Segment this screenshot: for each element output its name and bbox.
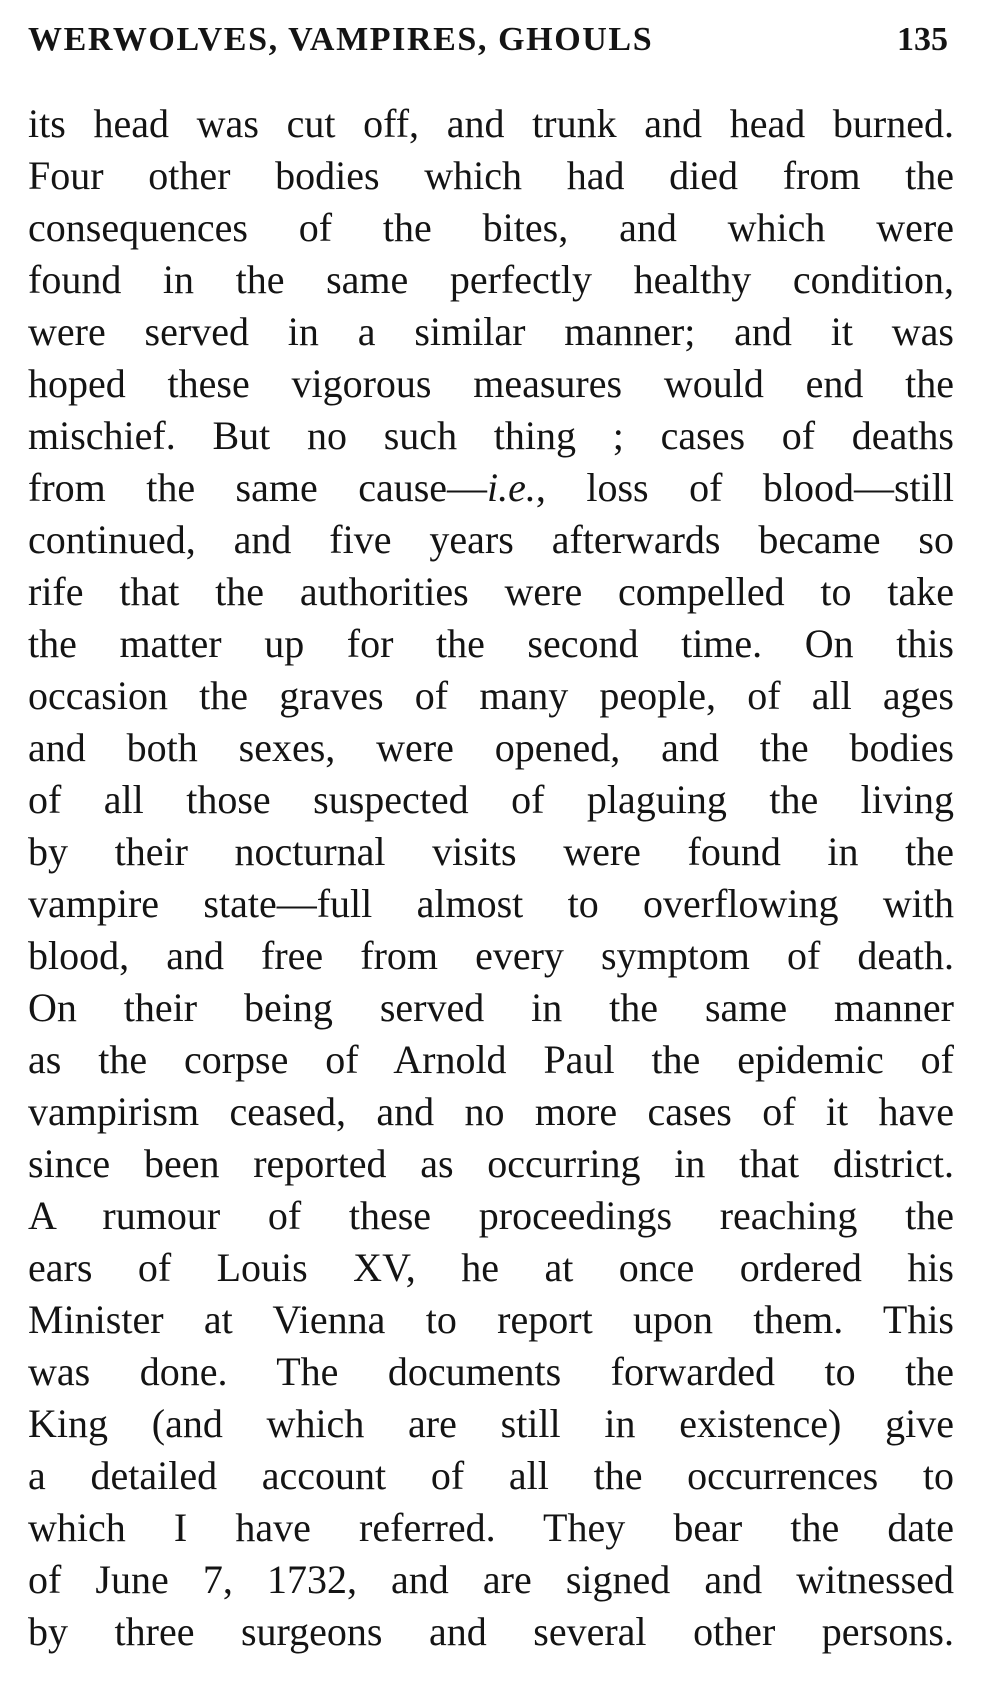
text-line: of all those suspected of plaguing the living: [28, 777, 954, 822]
text-line: Four other bodies which had died from the: [28, 153, 954, 198]
text-line: On their being served in the same manner: [28, 985, 954, 1030]
text-line: its head was cut off, and trunk and head burned.: [28, 101, 954, 146]
text-line: a detailed account of all the occurrences to: [28, 1453, 954, 1498]
text-line: occasion the graves of many people, of all ages: [28, 673, 954, 718]
text-line: hoped these vigorous measures would end the: [28, 361, 954, 406]
text-line: as the corpse of Arnold Paul the epidemic of: [28, 1037, 954, 1082]
text-line: mischief. But no such thing ; cases of deaths: [28, 413, 954, 458]
body-text: [28, 98, 954, 1658]
text-fragment: from the same cause—: [28, 465, 488, 510]
text-line: by their nocturnal visits were found in the: [28, 829, 954, 874]
text-line: consequences of the bites, and which were: [28, 205, 954, 250]
text-line-last: by three surgeons and several other persons.: [28, 1609, 954, 1654]
italic-abbreviation: i.e.: [487, 465, 536, 510]
page-number: 135: [897, 21, 948, 58]
text-line: the matter up for the second time. On this: [28, 621, 954, 666]
text-line: continued, and five years afterwards became so: [28, 517, 954, 562]
text-line: since been reported as occurring in that district.: [28, 1141, 954, 1186]
text-line: Minister at Vienna to report upon them. This: [28, 1297, 954, 1342]
text-line: which I have referred. They bear the date: [28, 1505, 954, 1550]
text-line: and both sexes, were opened, and the bodies: [28, 725, 954, 770]
text-line: found in the same perfectly healthy condition,: [28, 257, 954, 302]
text-line: King (and which are still in existence) give: [28, 1401, 954, 1446]
text-fragment: , loss of blood—still: [535, 465, 954, 510]
text-line: vampire state—full almost to overflowing with: [28, 881, 954, 926]
text-line-italic-mixed: [28, 462, 954, 514]
text-line: were served in a similar manner; and it was: [28, 309, 954, 354]
text-line: rife that the authorities were compelled to take: [28, 569, 954, 614]
text-line: blood, and free from every symptom of death.: [28, 933, 954, 978]
text-line: A rumour of these proceedings reaching the: [28, 1193, 954, 1238]
running-head: [28, 10, 948, 70]
text-line: was done. The documents forwarded to the: [28, 1349, 954, 1394]
running-title: WERWOLVES, VAMPIRES, GHOULS: [28, 21, 654, 58]
text-line: of June 7, 1732, and are signed and witnessed: [28, 1557, 954, 1602]
text-line: ears of Louis XV, he at once ordered his: [28, 1245, 954, 1290]
text-line: vampirism ceased, and no more cases of it have: [28, 1089, 954, 1134]
